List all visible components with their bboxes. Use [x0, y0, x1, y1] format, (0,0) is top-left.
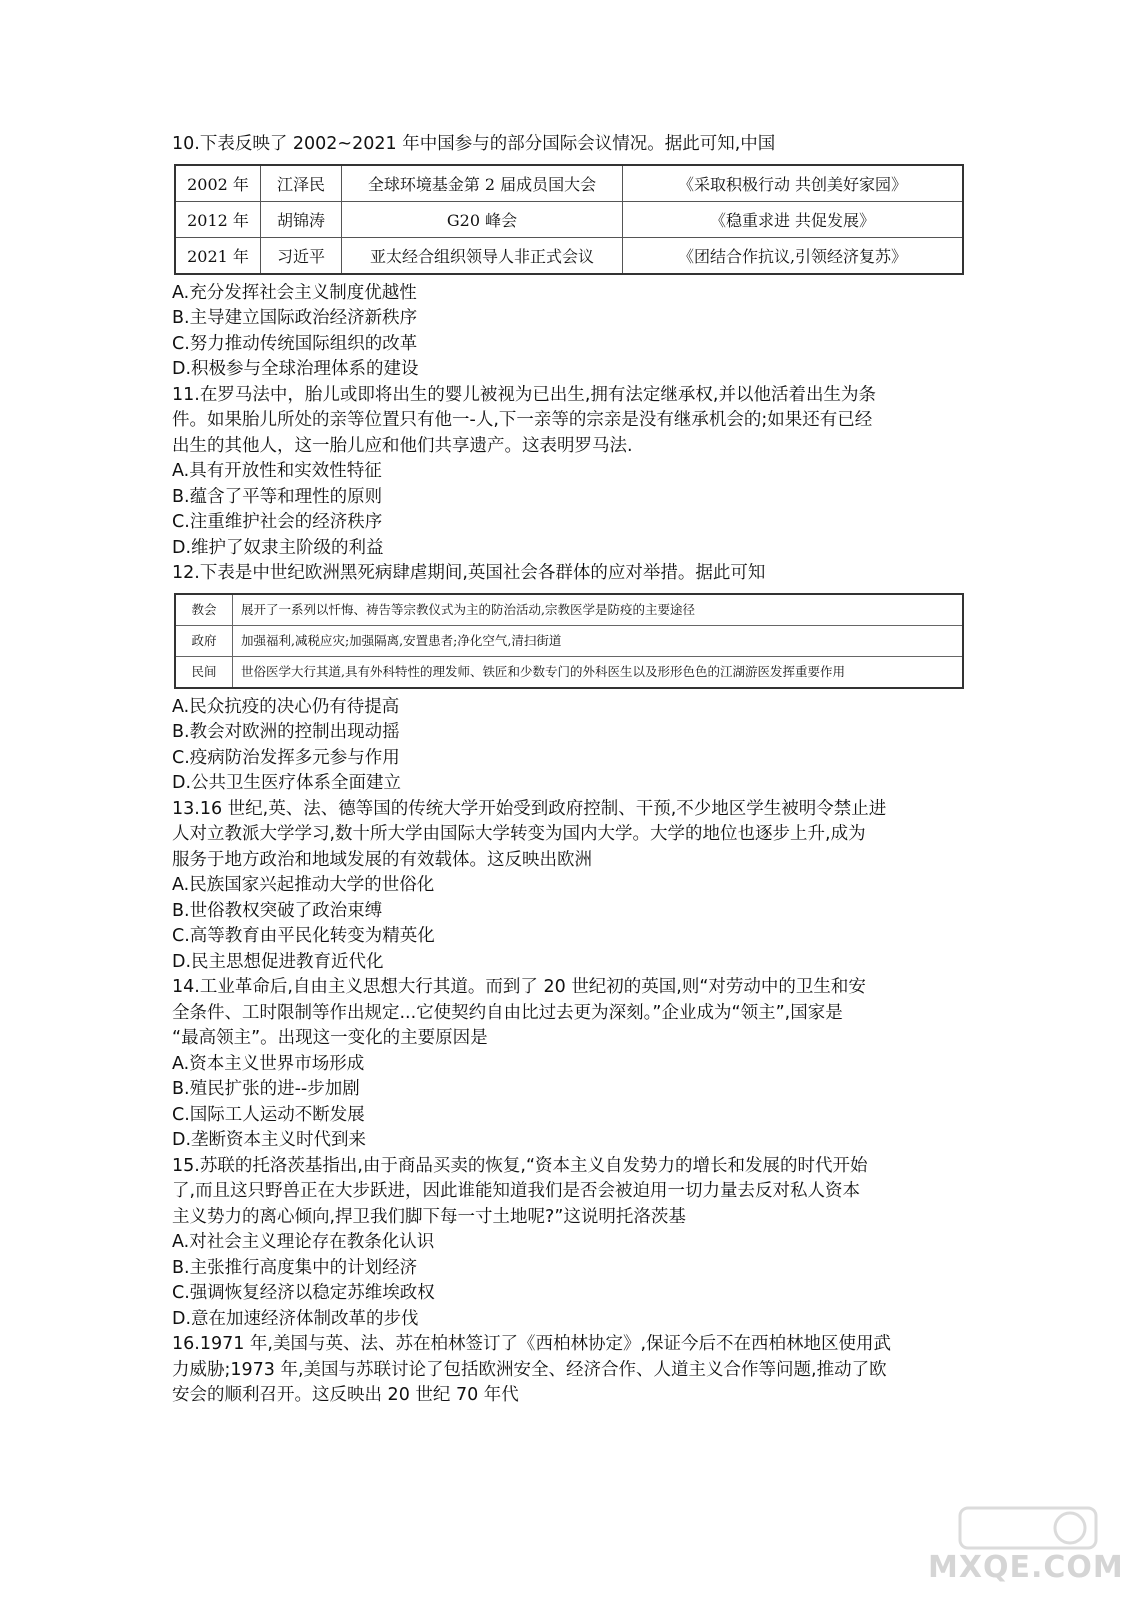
option-c: C.努力推动传统国际组织的改革	[172, 333, 418, 354]
question-stem-line: 力威胁;1973 年,美国与苏联讨论了包括欧洲安全、经济合作、人道主义合作等问题,推动了欧	[172, 1359, 887, 1380]
option-b: B.教会对欧洲的控制出现动摇	[172, 722, 400, 742]
question-stem-line: 了,而且这只野兽正在大步跃进，因此谁能知道我们是否会被迫用一切力量去反对私人资本	[172, 1181, 861, 1201]
option-d: D.积极参与全球治理体系的建设	[172, 359, 419, 379]
question-stem: 12.下表是中世纪欧洲黑死病肆虐期间,英国社会各群体的应对举措。据此可知	[172, 563, 766, 583]
question-12	[172, 561, 972, 797]
option-d: D.垄断资本主义时代到来	[172, 1130, 367, 1150]
option-a: A.民族国家兴起推动大学的世俗化	[172, 875, 435, 895]
question-15	[172, 1154, 972, 1333]
question-stem-line: 15.苏联的托洛茨基指出,由于商品买卖的恢复,“资本主义自发势力的增长和发展的时代开始	[172, 1155, 868, 1176]
question-stem-line: 安会的顺利召开。这反映出 20 世纪 70 年代	[172, 1385, 519, 1405]
option-b: B.主张推行高度集中的计划经济	[172, 1257, 418, 1278]
question-stem-line: 出生的其他人，这一胎儿应和他们共享遗产。这表明罗马法.	[172, 435, 633, 456]
option-a: A.民众抗疫的决心仍有待提高	[172, 696, 400, 717]
option-a: A.充分发挥社会主义制度优越性	[172, 282, 417, 303]
option-d: D.维护了奴隶主阶级的利益	[172, 537, 384, 558]
option-c: C.疫病防治发挥多元参与作用	[172, 747, 400, 768]
option-b: B.蕴含了平等和理性的原则	[172, 486, 383, 507]
question-10	[172, 132, 972, 383]
table-international-meetings	[174, 164, 964, 275]
option-b: B.世俗教权突破了政治束缚	[172, 900, 383, 921]
watermark-logo-icon	[958, 1506, 1098, 1550]
option-a: A.对社会主义理论存在教条化认识	[172, 1232, 435, 1252]
table-cell: 2002 年	[175, 165, 261, 202]
table-cell: 2021 年	[175, 237, 261, 274]
option-d: D.公共卫生医疗体系全面建立	[172, 773, 402, 793]
table-cell: 亚太经合组织领导人非正式会议	[342, 237, 623, 274]
option-d: D.意在加速经济体制改革的步伐	[172, 1308, 419, 1329]
question-stem-line: 服务于地方政治和地域发展的有效载体。这反映出欧洲	[172, 849, 592, 870]
option-b: B.殖民扩张的进--步加剧	[172, 1079, 360, 1099]
table-black-death-responses	[174, 593, 964, 689]
table-row	[175, 656, 963, 688]
table-cell: 《团结合作抗议,引领经济复苏》	[623, 237, 964, 274]
watermark	[928, 1506, 1124, 1594]
option-c: C.强调恢复经济以稳定苏维埃政权	[172, 1283, 435, 1303]
question-stem-line: 件。如果胎儿所处的亲等位置只有他一-人,下一亲等的宗亲是没有继承机会的;如果还有已经	[172, 410, 873, 430]
table-row	[175, 594, 963, 626]
table-cell: 2012 年	[175, 201, 261, 237]
table-cell: 加强福利,减税应灾;加强隔离,安置患者;净化空气,清扫街道	[233, 625, 964, 656]
table-cell: 全球环境基金第 2 届成员国大会	[342, 165, 623, 202]
question-stem-line: 主义势力的离心倾向,捍卫我们脚下每一寸土地呢?”这说明托洛茨基	[172, 1206, 686, 1227]
question-16	[172, 1332, 972, 1409]
question-stem-line: 人对立教派大学学习,数十所大学由国际大学转变为国内大学。大学的地位也逐步上升,成为	[172, 824, 866, 844]
question-stem-line: 13.16 世纪,英、法、德等国的传统大学开始受到政府控制、干预,不少地区学生被明令禁止进	[172, 798, 887, 819]
table-cell: 《稳重求进 共促发展》	[623, 201, 964, 237]
table-cell: 展开了一系列以忏悔、祷告等宗教仪式为主的防治活动,宗教医学是防疫的主要途径	[233, 594, 964, 626]
question-stem-line: 11.在罗马法中，胎儿或即将出生的婴儿被视为已出生,拥有法定继承权,并以他活着出生为条	[172, 384, 876, 405]
table-cell: G20 峰会	[342, 201, 623, 237]
question-stem: 10.下表反映了 2002~2021 年中国参与的部分国际会议情况。据此可知,中国	[172, 134, 776, 154]
option-c: C.高等教育由平民化转变为精英化	[172, 926, 435, 946]
option-c: C.国际工人运动不断发展	[172, 1104, 365, 1125]
table-row	[175, 201, 963, 237]
question-stem-line: 全条件、工时限制等作出规定...它使契约自由比过去更为深刻。”企业成为“领主”,国家是	[172, 1002, 843, 1023]
exam-page	[172, 132, 972, 1409]
option-d: D.民主思想促进教育近代化	[172, 951, 384, 972]
question-stem-line: “最高领主”。出现这一变化的主要原因是	[172, 1028, 488, 1048]
question-14	[172, 975, 972, 1154]
table-row	[175, 165, 963, 202]
table-cell: 民间	[175, 656, 233, 688]
table-cell: 江泽民	[261, 165, 342, 202]
table-cell: 政府	[175, 625, 233, 656]
question-13	[172, 797, 972, 976]
table-cell: 教会	[175, 594, 233, 626]
option-c: C.注重维护社会的经济秩序	[172, 512, 383, 532]
table-row	[175, 625, 963, 656]
table-cell: 胡锦涛	[261, 201, 342, 237]
table-cell: 世俗医学大行其道,具有外科特性的理发师、铁匠和少数专门的外科医生以及形形色色的江湖游医发挥重要作用	[233, 656, 964, 688]
option-b: B.主导建立国际政治经济新秩序	[172, 308, 418, 328]
watermark-text: MXQE.COM	[928, 1550, 1124, 1585]
option-a: A.资本主义世界市场形成	[172, 1053, 365, 1074]
option-a: A.具有开放性和实效性特征	[172, 461, 382, 481]
table-row	[175, 237, 963, 274]
question-11	[172, 383, 972, 562]
table-cell: 习近平	[261, 237, 342, 274]
question-stem-line: 16.1971 年,美国与英、法、苏在柏林签订了《西柏林协定》,保证今后不在西柏林地区使用武	[172, 1334, 892, 1354]
question-stem-line: 14.工业革命后,自由主义思想大行其道。而到了 20 世纪初的英国,则“对劳动中的卫生和安	[172, 977, 866, 997]
table-cell: 《采取积极行动 共创美好家园》	[623, 165, 964, 202]
